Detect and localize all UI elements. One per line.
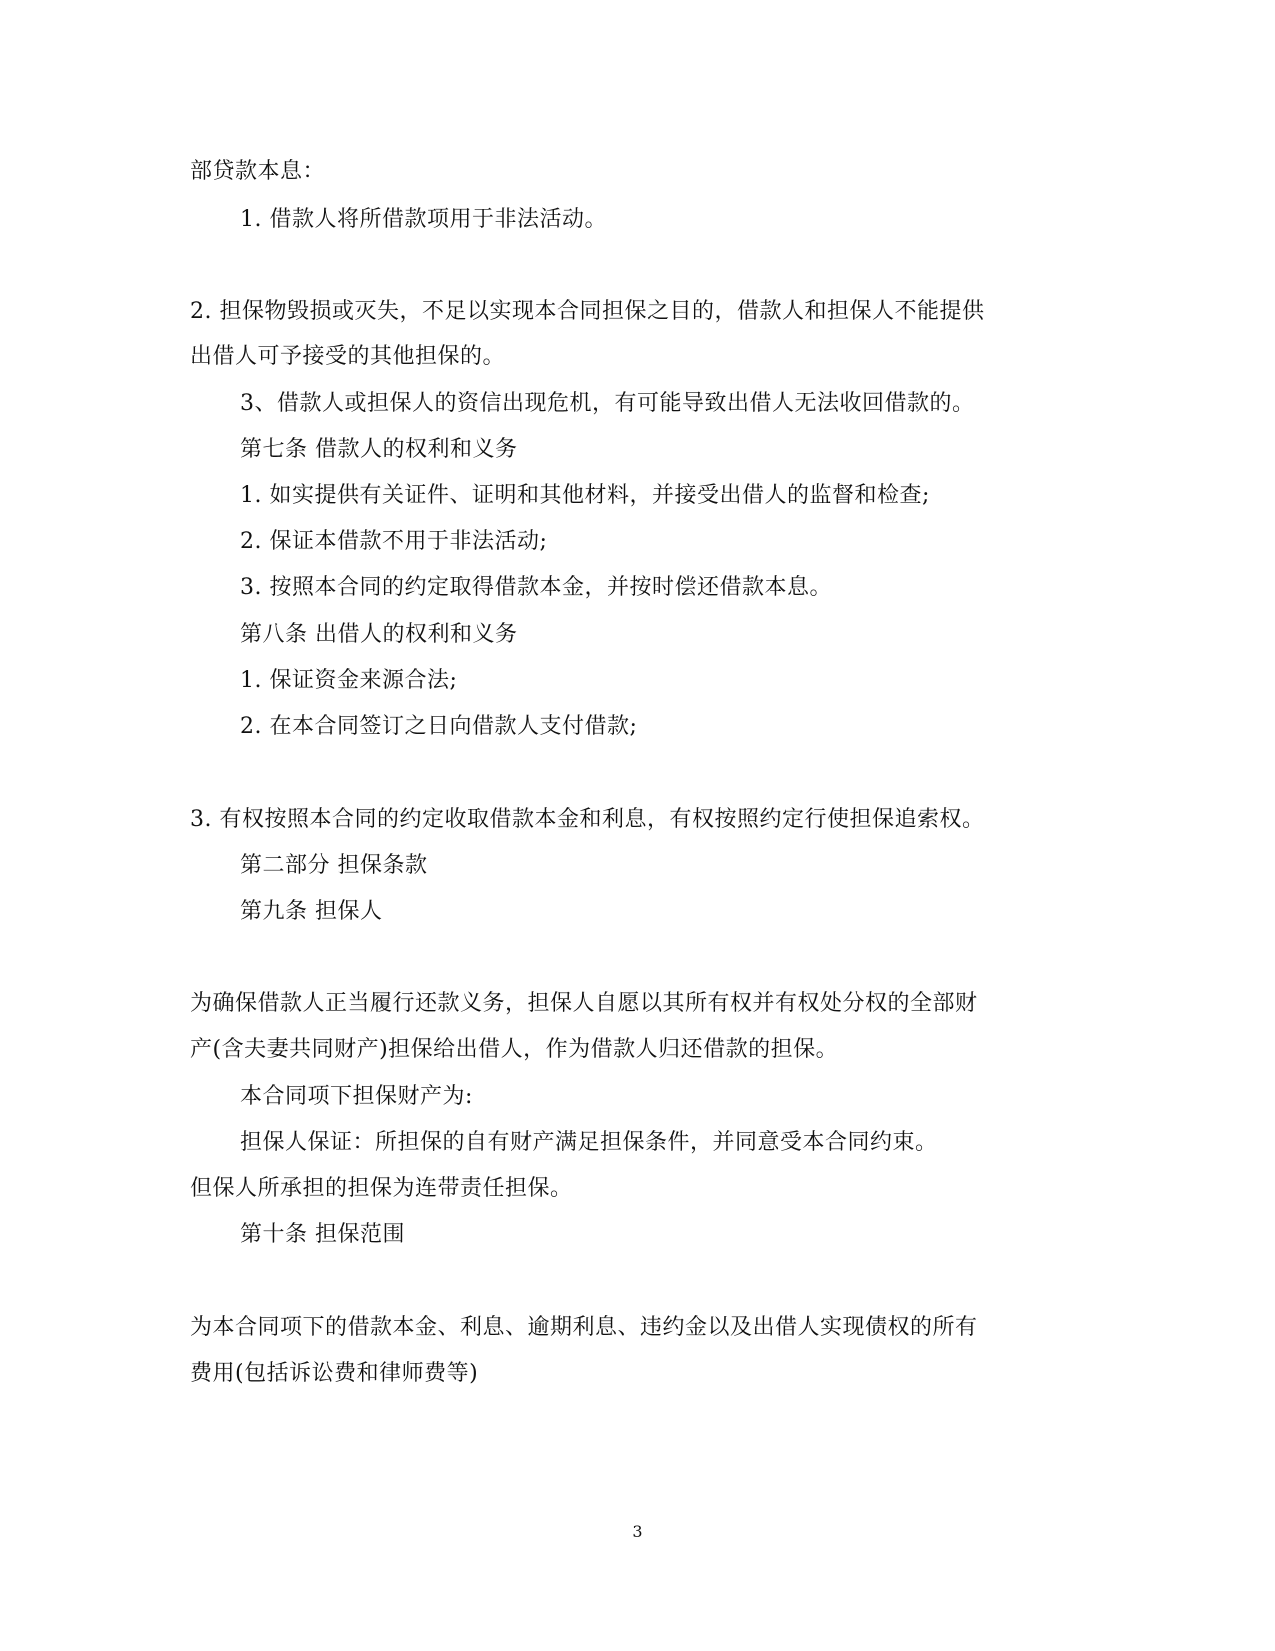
list-item: 1. 如实提供有关证件、证明和其他材料，并接受出借人的监督和检查; <box>240 483 930 508</box>
list-item: 3. 按照本合同的约定取得借款本金，并按时偿还借款本息。 <box>240 575 832 600</box>
article-heading: 第九条 担保人 <box>240 899 383 924</box>
page-number: 3 <box>632 1522 643 1541</box>
text-line: 为本合同项下的借款本金、利息、逾期利息、违约金以及出借人实现债权的所有 <box>190 1315 978 1340</box>
text-line: 费用(包括诉讼费和律师费等) <box>190 1361 479 1386</box>
section-heading: 第二部分 担保条款 <box>240 853 428 878</box>
article-heading: 第十条 担保范围 <box>240 1222 405 1247</box>
article-heading: 第七条 借款人的权利和义务 <box>240 437 518 462</box>
list-item: 3、借款人或担保人的资信出现危机，有可能导致出借人无法收回借款的。 <box>240 391 975 416</box>
text-line: 产(含夫妻共同财产)担保给出借人，作为借款人归还借款的担保。 <box>190 1037 839 1062</box>
list-item: 2. 担保物毁损或灭失，不足以实现本合同担保之目的，借款人和担保人不能提供 <box>190 299 985 324</box>
list-item: 1. 保证资金来源合法; <box>240 668 458 693</box>
list-item: 2. 保证本借款不用于非法活动; <box>240 529 548 554</box>
list-item: 3. 有权按照本合同的约定收取借款本金和利息，有权按照约定行使担保追索权。 <box>190 807 985 832</box>
text-line: 出借人可予接受的其他担保的。 <box>190 344 506 369</box>
text-line: 本合同项下担保财产为: <box>240 1084 473 1109</box>
text-line: 为确保借款人正当履行还款义务，担保人自愿以其所有权并有权处分权的全部财 <box>190 991 978 1016</box>
text-line: 部贷款本息： <box>190 159 326 184</box>
text-line: 担保人保证：所担保的自有财产满足担保条件，并同意受本合同约束。 <box>240 1130 938 1155</box>
list-item: 2. 在本合同签订之日向借款人支付借款; <box>240 714 638 739</box>
article-heading: 第八条 出借人的权利和义务 <box>240 622 518 647</box>
list-item: 1. 借款人将所借款项用于非法活动。 <box>240 207 607 232</box>
text-line: 但保人所承担的担保为连带责任担保。 <box>190 1176 573 1201</box>
